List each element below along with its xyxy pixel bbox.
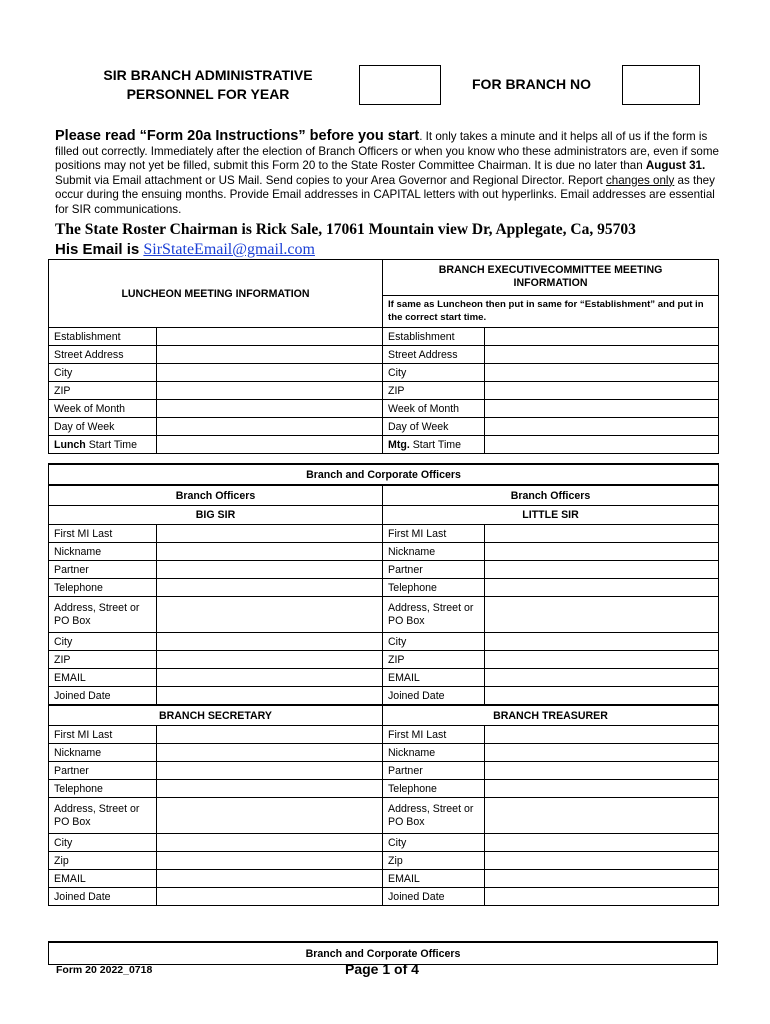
little-sir-zip-field[interactable] bbox=[485, 651, 719, 669]
lunch-start-time-field[interactable] bbox=[157, 436, 383, 454]
row-label: Street Address bbox=[383, 346, 485, 364]
lunch-week-field[interactable] bbox=[157, 400, 383, 418]
row-label: Telephone bbox=[49, 579, 157, 597]
little-sir-nickname-field[interactable] bbox=[485, 543, 719, 561]
row-label: Joined Date bbox=[49, 888, 157, 906]
big-sir-city-field[interactable] bbox=[157, 633, 383, 651]
little-sir-city-field[interactable] bbox=[485, 633, 719, 651]
email-link[interactable]: SirStateEmail@gmail.com bbox=[143, 241, 315, 258]
row-label: ZIP bbox=[383, 651, 485, 669]
treasurer-zip-field[interactable] bbox=[485, 852, 719, 870]
row-label: First MI Last bbox=[49, 525, 157, 543]
treasurer-email-field[interactable] bbox=[485, 870, 719, 888]
row-label: Partner bbox=[49, 561, 157, 579]
big-sir-joined-field[interactable] bbox=[157, 687, 383, 706]
luncheon-header: LUNCHEON MEETING INFORMATION bbox=[49, 260, 383, 328]
row-label: Lunch Start Time bbox=[49, 436, 157, 454]
lunch-day-field[interactable] bbox=[157, 418, 383, 436]
little-sir-phone-field[interactable] bbox=[485, 579, 719, 597]
column-header: Branch Officers bbox=[383, 485, 719, 506]
lunch-establishment-field[interactable] bbox=[157, 328, 383, 346]
row-label: Nickname bbox=[383, 744, 485, 762]
row-label: First MI Last bbox=[49, 726, 157, 744]
mtg-zip-field[interactable] bbox=[485, 382, 719, 400]
mtg-day-field[interactable] bbox=[485, 418, 719, 436]
treasurer-address-field[interactable] bbox=[485, 798, 719, 834]
row-label: ZIP bbox=[383, 382, 485, 400]
little-sir-email-field[interactable] bbox=[485, 669, 719, 687]
row-label: Telephone bbox=[383, 579, 485, 597]
meeting-table bbox=[48, 259, 719, 454]
little-sir-joined-field[interactable] bbox=[485, 687, 719, 706]
form-title: SIR BRANCH ADMINISTRATIVE PERSONNEL FOR YEAR bbox=[103, 67, 313, 102]
row-label: ZIP bbox=[49, 651, 157, 669]
row-label: City bbox=[383, 364, 485, 382]
lunch-street-field[interactable] bbox=[157, 346, 383, 364]
lunch-zip-field[interactable] bbox=[157, 382, 383, 400]
row-label: EMAIL bbox=[49, 669, 157, 687]
year-input-box[interactable] bbox=[359, 65, 441, 105]
secretary-email-field[interactable] bbox=[157, 870, 383, 888]
big-sir-address-field[interactable] bbox=[157, 597, 383, 633]
branch-number-input-box[interactable] bbox=[622, 65, 700, 105]
exec-header: BRANCH EXECUTIVECOMMITTEE MEETING INFORMATION bbox=[383, 260, 719, 296]
branch-label: FOR BRANCH NO bbox=[472, 76, 591, 92]
row-label: Zip bbox=[383, 852, 485, 870]
row-label: Address, Street or PO Box bbox=[49, 798, 157, 834]
treasurer-phone-field[interactable] bbox=[485, 780, 719, 798]
row-label: Telephone bbox=[383, 780, 485, 798]
row-label: Partner bbox=[383, 762, 485, 780]
little-sir-name-field[interactable] bbox=[485, 525, 719, 543]
secretary-name-field[interactable] bbox=[157, 726, 383, 744]
row-label: EMAIL bbox=[49, 870, 157, 888]
little-sir-partner-field[interactable] bbox=[485, 561, 719, 579]
row-label: Week of Month bbox=[383, 400, 485, 418]
row-label: City bbox=[383, 834, 485, 852]
row-label: Street Address bbox=[49, 346, 157, 364]
secretary-city-field[interactable] bbox=[157, 834, 383, 852]
row-label: City bbox=[49, 364, 157, 382]
row-label: Joined Date bbox=[383, 687, 485, 706]
row-label: Nickname bbox=[49, 744, 157, 762]
secretary-zip-field[interactable] bbox=[157, 852, 383, 870]
row-label: First MI Last bbox=[383, 726, 485, 744]
secretary-address-field[interactable] bbox=[157, 798, 383, 834]
form-id: Form 20 2022_0718 bbox=[56, 964, 153, 976]
big-sir-header: BIG SIR bbox=[49, 506, 383, 525]
big-sir-email-field[interactable] bbox=[157, 669, 383, 687]
row-label: Joined Date bbox=[49, 687, 157, 706]
little-sir-header: LITTLE SIR bbox=[383, 506, 719, 525]
officers-table bbox=[48, 463, 719, 906]
mtg-week-field[interactable] bbox=[485, 400, 719, 418]
secretary-header: BRANCH SECRETARY bbox=[49, 705, 383, 726]
section-header: Branch and Corporate Officers bbox=[49, 942, 718, 965]
secretary-phone-field[interactable] bbox=[157, 780, 383, 798]
row-label: Address, Street or PO Box bbox=[383, 798, 485, 834]
chairman-info: The State Roster Chairman is Rick Sale, 17061 Mountain view Dr, Applegate, Ca, 95703 bbox=[55, 221, 636, 238]
column-header: Branch Officers bbox=[49, 485, 383, 506]
row-label: Week of Month bbox=[49, 400, 157, 418]
mtg-establishment-field[interactable] bbox=[485, 328, 719, 346]
secretary-nickname-field[interactable] bbox=[157, 744, 383, 762]
row-label: Mtg. Start Time bbox=[383, 436, 485, 454]
row-label: Nickname bbox=[49, 543, 157, 561]
mtg-start-time-field[interactable] bbox=[485, 436, 719, 454]
page-number: Page 1 of 4 bbox=[345, 961, 419, 977]
mtg-street-field[interactable] bbox=[485, 346, 719, 364]
row-label: EMAIL bbox=[383, 669, 485, 687]
treasurer-city-field[interactable] bbox=[485, 834, 719, 852]
big-sir-phone-field[interactable] bbox=[157, 579, 383, 597]
row-label: Nickname bbox=[383, 543, 485, 561]
row-label: First MI Last bbox=[383, 525, 485, 543]
instructions-lead: Please read “Form 20a Instructions” before you start bbox=[55, 128, 420, 144]
treasurer-partner-field[interactable] bbox=[485, 762, 719, 780]
instructions: Please read “Form 20a Instructions” before you start. It only takes a minute and it helps all of us if the form is filled out correctly. Immediately after the election of Branch Officers or when you know who these administrators are, even if some positions may not yet be filled, submit this Form 20 to the State Roster Committee Chairman. It is due no later than August 31. Submit via Email attachment or US Mail. Send copies to your Area Governor and Regional Director. Report changes only as they occur during the ensuing months. Provide Email addresses in CAPITAL letters with out hyperlinks. Email addresses are essential for SIR communications. bbox=[55, 128, 719, 216]
row-label: Day of Week bbox=[383, 418, 485, 436]
row-label: Address, Street or PO Box bbox=[383, 597, 485, 633]
treasurer-name-field[interactable] bbox=[485, 726, 719, 744]
row-label: City bbox=[49, 834, 157, 852]
row-label: Partner bbox=[49, 762, 157, 780]
row-label: Day of Week bbox=[49, 418, 157, 436]
section-header: Branch and Corporate Officers bbox=[49, 464, 719, 485]
big-sir-name-field[interactable] bbox=[157, 525, 383, 543]
big-sir-partner-field[interactable] bbox=[157, 561, 383, 579]
row-label: Establishment bbox=[49, 328, 157, 346]
mtg-city-field[interactable] bbox=[485, 364, 719, 382]
row-label: City bbox=[383, 633, 485, 651]
secretary-joined-field[interactable] bbox=[157, 888, 383, 906]
row-label: Partner bbox=[383, 561, 485, 579]
big-sir-nickname-field[interactable] bbox=[157, 543, 383, 561]
treasurer-header: BRANCH TREASURER bbox=[383, 705, 719, 726]
exec-note: If same as Luncheon then put in same for “Establishment” and put in the correct start time. bbox=[383, 295, 719, 327]
row-label: Telephone bbox=[49, 780, 157, 798]
treasurer-nickname-field[interactable] bbox=[485, 744, 719, 762]
lunch-city-field[interactable] bbox=[157, 364, 383, 382]
big-sir-zip-field[interactable] bbox=[157, 651, 383, 669]
row-label: Joined Date bbox=[383, 888, 485, 906]
treasurer-joined-field[interactable] bbox=[485, 888, 719, 906]
row-label: Zip bbox=[49, 852, 157, 870]
little-sir-address-field[interactable] bbox=[485, 597, 719, 633]
row-label: Establishment bbox=[383, 328, 485, 346]
row-label: City bbox=[49, 633, 157, 651]
chairman-email: His Email is SirStateEmail@gmail.com bbox=[55, 241, 315, 258]
secretary-partner-field[interactable] bbox=[157, 762, 383, 780]
row-label: ZIP bbox=[49, 382, 157, 400]
row-label: EMAIL bbox=[383, 870, 485, 888]
row-label: Address, Street or PO Box bbox=[49, 597, 157, 633]
